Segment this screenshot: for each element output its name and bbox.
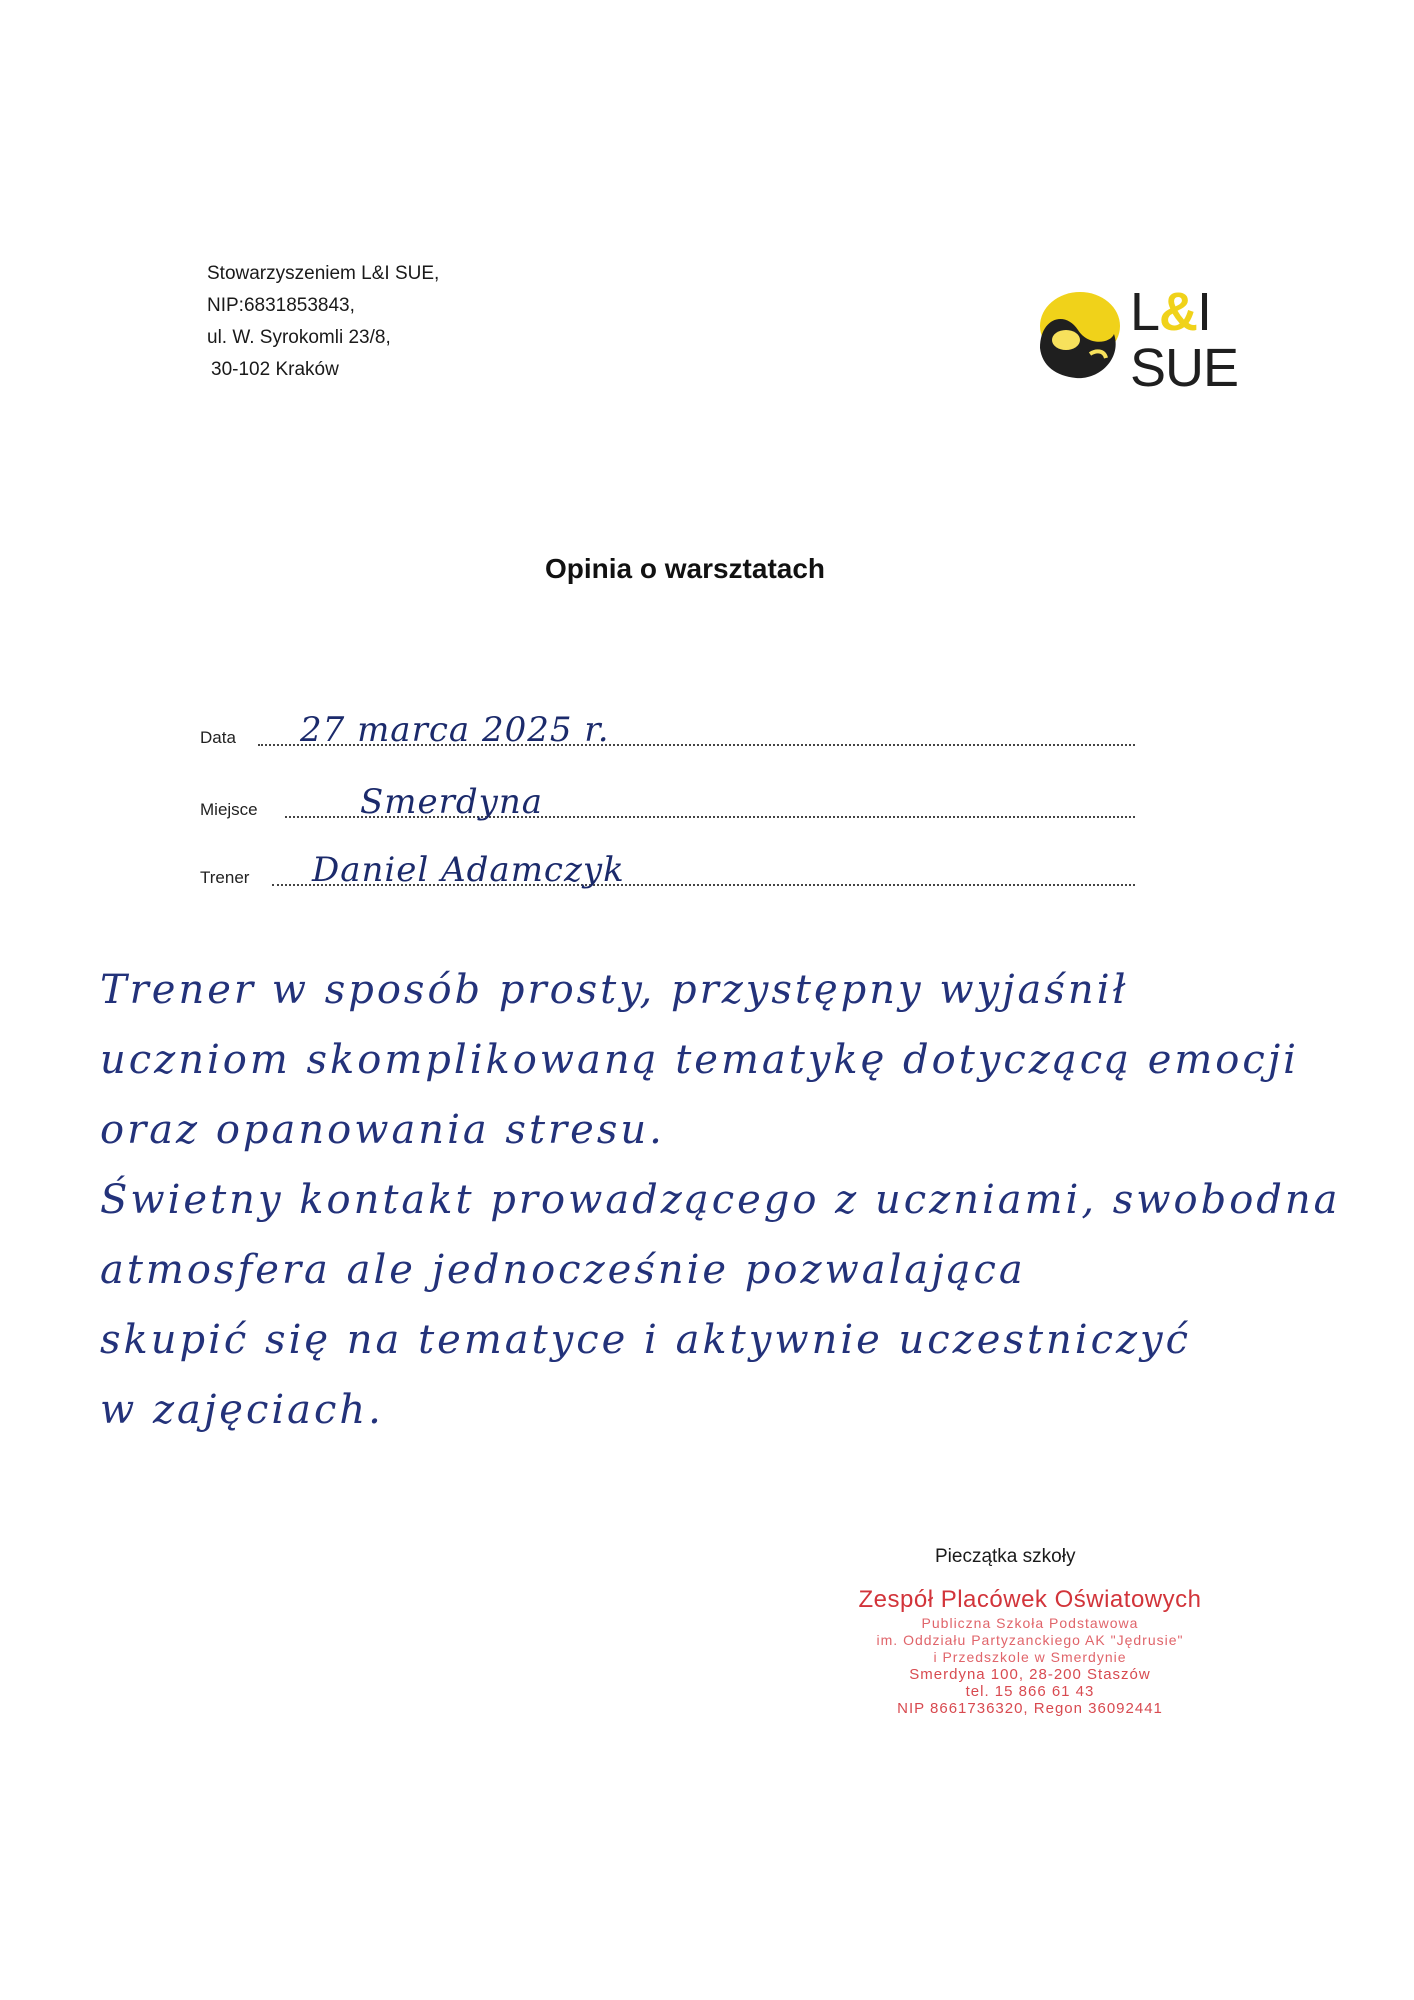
stamp-line: Publiczna Szkoła Podstawowa xyxy=(921,1615,1139,1631)
logo-wordmark xyxy=(1130,284,1238,396)
opinion-line: skupić się na tematyce i aktywnie uczestniczyć xyxy=(100,1317,1192,1363)
place-value: Smerdyna xyxy=(360,782,544,822)
sender-city: 30-102 Kraków xyxy=(211,359,339,380)
opinion-line: oraz opanowania stresu. xyxy=(100,1107,665,1153)
opinion-line: uczniom skomplikowaną tematykę dotyczącą emocji xyxy=(100,1037,1299,1083)
school-stamp xyxy=(810,1585,1250,1717)
date-label: Data xyxy=(200,728,236,747)
sender-address xyxy=(207,258,439,386)
opinion-line: Świetny kontakt prowadzącego z uczniami, swobodna xyxy=(100,1177,1341,1223)
sender-street: ul. W. Syrokomli 23/8, xyxy=(207,327,391,348)
opinion-line: Trener w sposób prosty, przystępny wyjaśnił xyxy=(100,967,1129,1013)
date-value: 27 marca 2025 r. xyxy=(300,710,610,750)
sender-name: Stowarzyszeniem L&I SUE, xyxy=(207,263,440,284)
stamp-label: Pieczątka szkoły xyxy=(935,1546,1076,1567)
logo-text-bottom: SUE xyxy=(1130,338,1239,398)
trainer-label: Trener xyxy=(200,868,250,887)
opinion-line: w zajęciach. xyxy=(100,1387,384,1433)
trainer-field xyxy=(200,852,1135,892)
organization-logo xyxy=(1030,278,1239,408)
stamp-line: tel. 15 866 61 43 xyxy=(965,1683,1095,1700)
place-label: Miejsce xyxy=(200,800,258,819)
place-field xyxy=(200,784,1135,824)
logo-emblem-icon xyxy=(1030,278,1130,408)
stamp-line: NIP 8661736320, Regon 36092441 xyxy=(897,1700,1163,1717)
stamp-line: Zespół Placówek Oświatowych xyxy=(858,1586,1202,1613)
logo-text-top: L&I xyxy=(1130,282,1212,342)
stamp-line: i Przedszkole w Smerdynie xyxy=(933,1649,1127,1665)
date-field xyxy=(200,712,1135,752)
opinion-line: atmosfera ale jednocześnie pozwalająca xyxy=(100,1247,1026,1293)
sender-nip: NIP:6831853843, xyxy=(207,295,355,316)
handwritten-opinion xyxy=(100,955,1341,1445)
stamp-line: im. Oddziału Partyzanckiego AK "Jędrusie" xyxy=(876,1632,1184,1648)
trainer-value: Daniel Adamczyk xyxy=(312,850,625,890)
stamp-line: Smerdyna 100, 28-200 Staszów xyxy=(909,1666,1151,1683)
page-title: Opinia o warsztatach xyxy=(544,553,826,584)
